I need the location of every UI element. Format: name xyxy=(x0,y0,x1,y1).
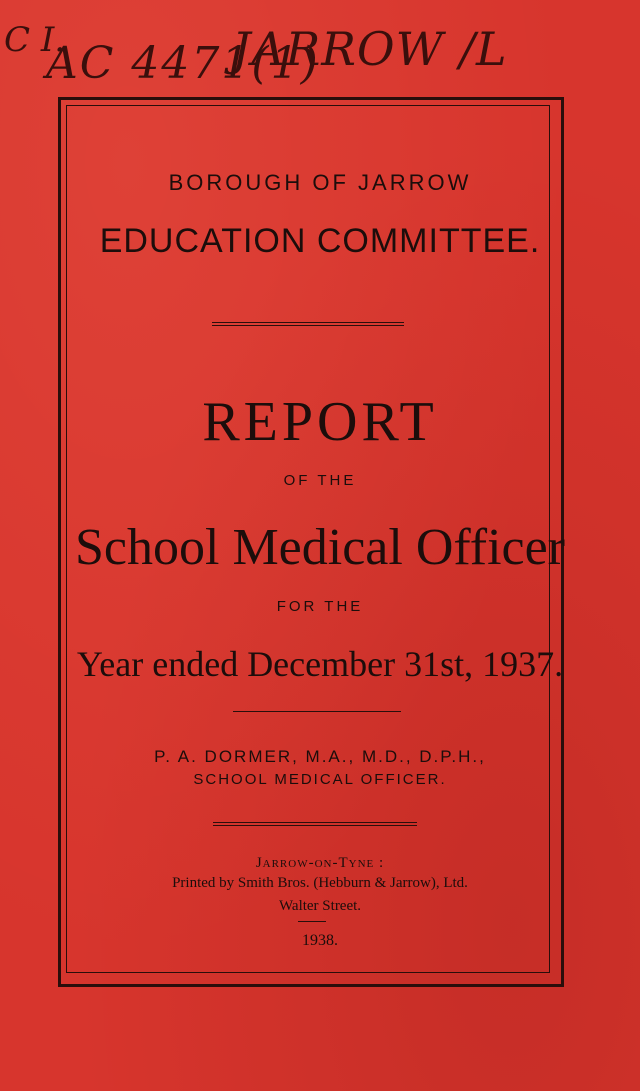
handwritten-catalog-number: AC 4471(1) xyxy=(46,38,320,89)
school-medical-officer-title: School Medical Officer xyxy=(75,519,565,576)
divider-rule xyxy=(298,921,326,922)
printer-imprint: Printed by Smith Bros. (Hebburn & Jarrow), Ltd. xyxy=(172,875,468,891)
divider-rule xyxy=(212,322,404,326)
place-of-printing: Jarrow-on-Tyne : xyxy=(255,855,385,871)
committee-heading: EDUCATION COMMITTEE. xyxy=(99,222,541,260)
for-the-label: FOR THE xyxy=(276,598,364,615)
report-title: REPORT xyxy=(202,391,438,453)
of-the-label: OF THE xyxy=(283,472,357,489)
borough-heading: BOROUGH OF JARROW xyxy=(168,170,472,195)
author-role: SCHOOL MEDICAL OFFICER. xyxy=(193,771,447,788)
divider-rule xyxy=(233,711,401,712)
publication-year: 1938. xyxy=(302,932,338,949)
handwritten-place: JARROW /L xyxy=(232,22,508,76)
author-name: P. A. DORMER, M.A., M.D., D.P.H., xyxy=(154,747,486,766)
handwritten-mark: C I. xyxy=(4,20,66,60)
handwritten-annotations xyxy=(0,8,640,98)
report-period: Year ended December 31st, 1937. xyxy=(76,644,564,684)
divider-rule xyxy=(213,822,417,826)
printer-street: Walter Street. xyxy=(278,898,362,914)
